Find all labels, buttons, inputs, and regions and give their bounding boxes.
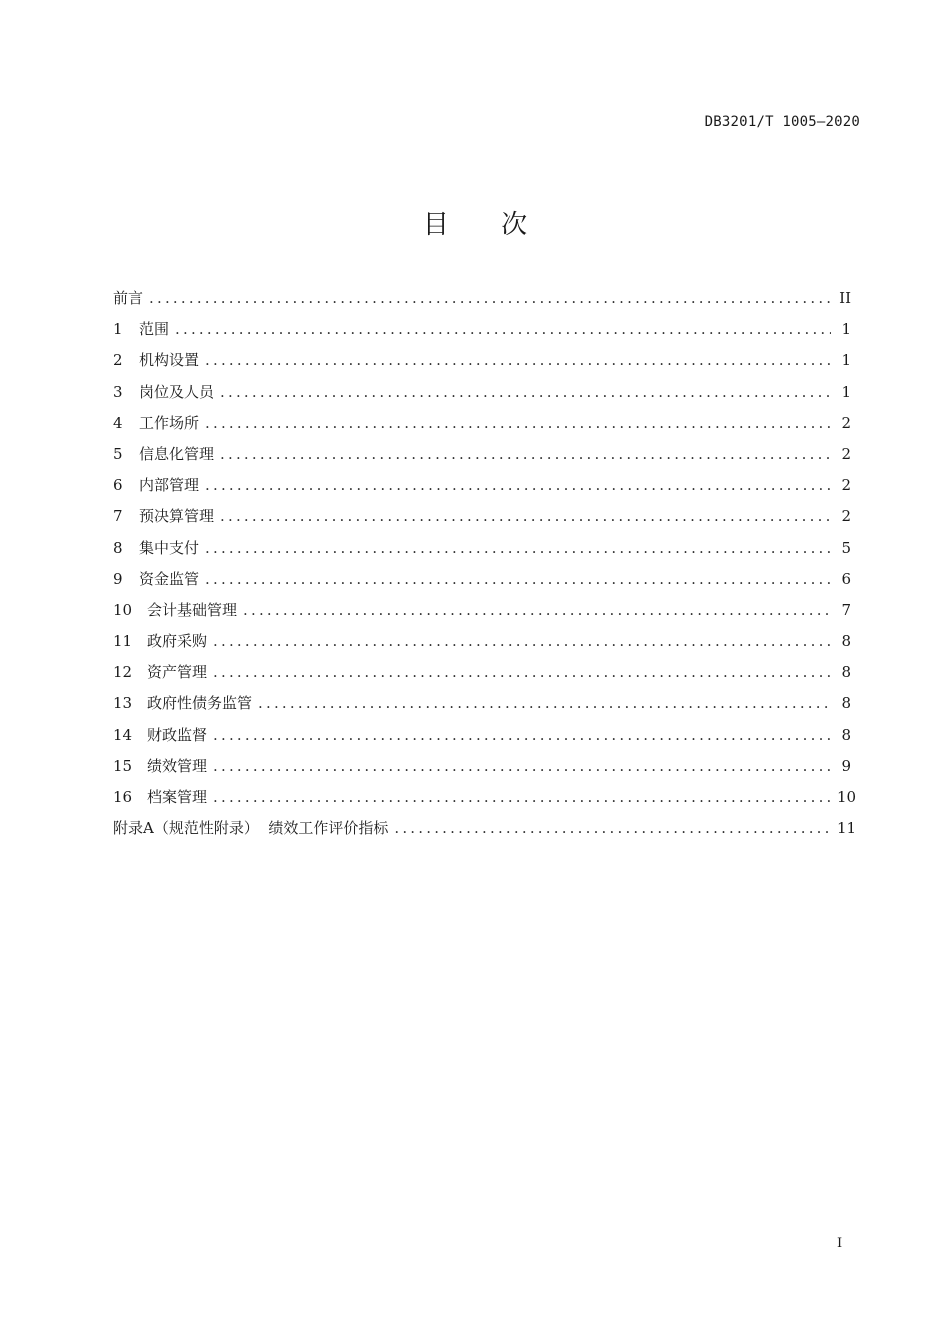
toc-entry-number: 14 xyxy=(113,725,133,744)
toc-entry-number: 2 xyxy=(113,351,123,370)
toc-entry-label: 资产管理 xyxy=(147,663,208,682)
toc-entry-label: 集中支付 xyxy=(139,538,200,557)
toc-entry-1[interactable] xyxy=(113,317,851,348)
toc-entry-label: 政府性债务监管 xyxy=(147,694,253,713)
toc-entry-page: 11 xyxy=(837,819,857,838)
toc-entry-number: 12 xyxy=(113,663,133,682)
toc-entry-label: 资金监管 xyxy=(139,569,200,588)
toc-entry-label: 范围 xyxy=(139,320,170,339)
toc-dot-leader xyxy=(220,442,831,466)
toc-dot-leader xyxy=(205,567,831,591)
toc-entry-page: 1 xyxy=(841,320,851,339)
toc-entry-12[interactable] xyxy=(113,660,851,691)
toc-entry-page: 8 xyxy=(841,632,851,651)
toc-entry-label: 信息化管理 xyxy=(139,444,215,463)
toc-entry-7[interactable] xyxy=(113,504,851,535)
toc-entry-label: 内部管理 xyxy=(139,476,200,495)
page-title: 目 次 xyxy=(422,210,550,240)
toc-entry-appendix-a[interactable] xyxy=(113,816,857,847)
toc-entry-number: 16 xyxy=(113,788,133,806)
toc-entry-number: 4 xyxy=(113,413,123,432)
toc-entry-8[interactable] xyxy=(113,536,851,567)
toc-entry-page: 8 xyxy=(841,663,851,682)
toc-dot-leader xyxy=(213,785,831,809)
page-number: I xyxy=(837,1236,843,1251)
toc-dot-leader xyxy=(243,598,831,622)
toc-entry-page: 9 xyxy=(841,756,851,775)
toc-dot-leader xyxy=(213,723,831,747)
toc-entry-page: 10 xyxy=(837,788,857,806)
toc-dot-leader xyxy=(205,348,831,372)
toc-entry-page: 8 xyxy=(841,725,851,744)
toc-entry-3[interactable] xyxy=(113,380,851,411)
toc-entry-label: 预决算管理 xyxy=(139,507,215,526)
toc-dot-leader xyxy=(175,317,831,341)
toc-entry-number: 11 xyxy=(113,632,133,651)
table-of-contents xyxy=(113,286,857,847)
toc-entry-2[interactable] xyxy=(113,348,851,379)
toc-entry-6[interactable] xyxy=(113,473,851,504)
toc-entry-page: 2 xyxy=(841,444,851,463)
toc-entry-number: 6 xyxy=(113,476,123,495)
toc-entry-page: II xyxy=(839,289,851,307)
document-code: DB3201/T 1005—2020 xyxy=(704,114,860,130)
toc-dot-leader xyxy=(213,660,831,684)
toc-dot-leader xyxy=(149,286,831,310)
toc-entry-4[interactable] xyxy=(113,411,851,442)
toc-entry-label: 附录A（规范性附录） 绩效工作评价指标 xyxy=(113,819,389,838)
toc-entry-page: 1 xyxy=(841,382,851,401)
toc-entry-number: 15 xyxy=(113,756,133,775)
toc-dot-leader xyxy=(258,691,831,715)
toc-entry-page: 2 xyxy=(841,507,851,526)
toc-entry-number: 3 xyxy=(113,382,123,401)
toc-entry-number: 10 xyxy=(113,600,133,619)
toc-dot-leader xyxy=(213,754,831,778)
toc-entry-preface[interactable] xyxy=(113,286,851,317)
toc-entry-label: 工作场所 xyxy=(139,413,200,432)
toc-dot-leader xyxy=(213,629,831,653)
toc-entry-page: 2 xyxy=(841,413,851,432)
toc-entry-11[interactable] xyxy=(113,629,851,660)
toc-entry-page: 2 xyxy=(841,476,851,495)
toc-entry-label: 机构设置 xyxy=(139,351,200,370)
toc-entry-page: 1 xyxy=(841,351,851,370)
toc-entry-number: 1 xyxy=(113,320,123,339)
toc-dot-leader xyxy=(205,411,831,435)
toc-entry-number: 9 xyxy=(113,569,123,588)
toc-entry-label: 财政监督 xyxy=(147,725,208,744)
toc-entry-9[interactable] xyxy=(113,567,851,598)
toc-entry-page: 7 xyxy=(841,600,851,619)
toc-entry-label: 前言 xyxy=(113,289,144,307)
toc-entry-5[interactable] xyxy=(113,442,851,473)
toc-entry-number: 13 xyxy=(113,694,133,713)
toc-entry-page: 8 xyxy=(841,694,851,713)
toc-entry-label: 岗位及人员 xyxy=(139,382,215,401)
toc-entry-number: 8 xyxy=(113,538,123,557)
toc-entry-10[interactable] xyxy=(113,598,851,629)
toc-entry-label: 会计基础管理 xyxy=(147,600,238,619)
toc-entry-label: 档案管理 xyxy=(147,788,208,806)
toc-dot-leader xyxy=(205,473,831,497)
toc-entry-label: 政府采购 xyxy=(147,632,208,651)
toc-entry-page: 6 xyxy=(841,569,851,588)
toc-entry-15[interactable] xyxy=(113,754,851,785)
toc-entry-16[interactable] xyxy=(113,785,857,816)
toc-dot-leader xyxy=(220,380,831,404)
toc-entry-label: 绩效管理 xyxy=(147,756,208,775)
toc-entry-number: 5 xyxy=(113,444,123,463)
toc-dot-leader xyxy=(205,536,831,560)
toc-entry-14[interactable] xyxy=(113,723,851,754)
toc-dot-leader xyxy=(394,816,831,840)
toc-entry-13[interactable] xyxy=(113,691,851,722)
toc-entry-page: 5 xyxy=(841,538,851,557)
toc-dot-leader xyxy=(220,504,831,528)
toc-entry-number: 7 xyxy=(113,507,123,526)
